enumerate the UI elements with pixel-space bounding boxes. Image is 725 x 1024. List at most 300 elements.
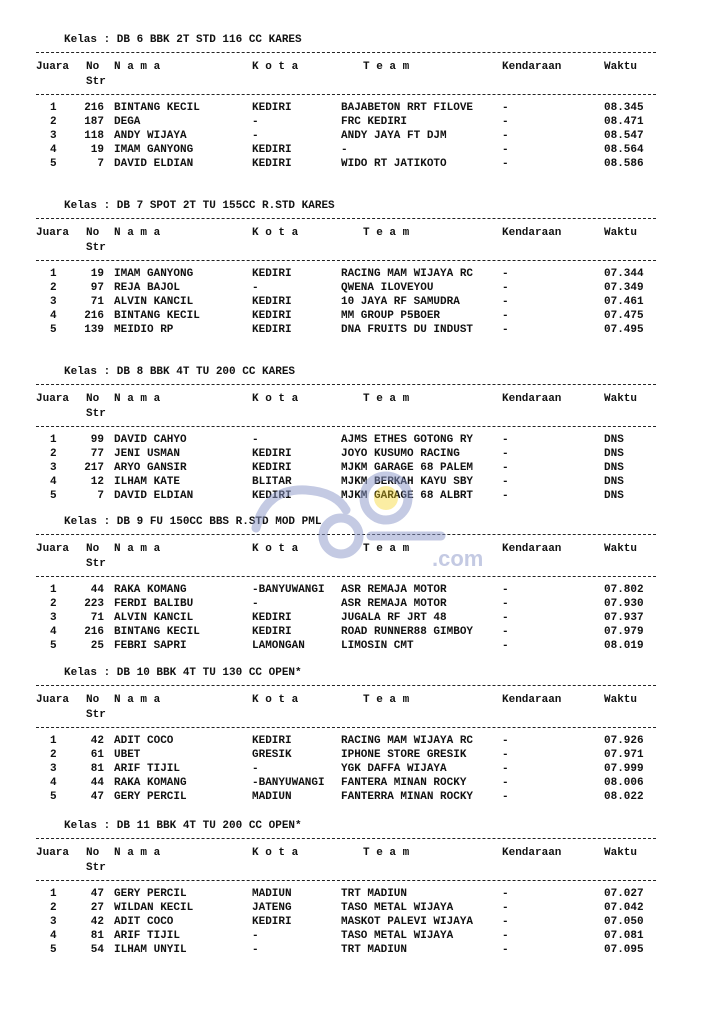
cell-nama: IMAM GANYONG (114, 144, 194, 156)
cell-team: WIDO RT JATIKOTO (341, 158, 447, 170)
cell-kota: -BANYUWANGI (252, 584, 325, 596)
table-row (36, 930, 666, 944)
table-row (36, 268, 666, 282)
cell-nama: ARIF TIJIL (114, 930, 181, 942)
cell-no: 187 (84, 116, 104, 128)
cell-kendaraan: - (502, 116, 509, 128)
header-str: Str (86, 558, 106, 570)
header-str: Str (86, 862, 106, 874)
header-no: No (86, 61, 100, 73)
header-kendaraan: Kendaraan (502, 393, 562, 405)
cell-juara: 3 (50, 462, 57, 474)
header-juara: Juara (36, 543, 70, 555)
table-row (36, 598, 666, 612)
cell-kendaraan: - (502, 310, 509, 322)
cell-kendaraan: - (502, 930, 509, 942)
cell-juara: 4 (50, 144, 57, 156)
header-kendaraan: Kendaraan (502, 694, 562, 706)
header-juara: Juara (36, 393, 70, 405)
cell-kota: KEDIRI (252, 102, 292, 114)
cell-no: 19 (90, 268, 104, 280)
header-waktu: Waktu (604, 543, 638, 555)
svg-text:.com: .com (432, 546, 484, 571)
cell-nama: GERY PERCIL (114, 791, 187, 803)
cell-nama: ADIT COCO (114, 735, 174, 747)
cell-kota: KEDIRI (252, 448, 292, 460)
cell-nama: BINTANG KECIL (114, 102, 200, 114)
cell-juara: 4 (50, 930, 57, 942)
divider (36, 384, 656, 385)
divider (36, 685, 656, 686)
header-waktu: Waktu (604, 227, 638, 239)
cell-juara: 2 (50, 749, 57, 761)
cell-team: - (341, 144, 348, 156)
table-row (36, 749, 666, 763)
cell-no: 223 (84, 598, 104, 610)
header-nama: N a m a (114, 227, 161, 239)
divider (36, 727, 656, 728)
cell-juara: 3 (50, 916, 57, 928)
cell-waktu: 07.344 (604, 268, 644, 280)
cell-no: 19 (90, 144, 104, 156)
cell-team: FANTERRA MINAN ROCKY (341, 791, 474, 803)
cell-kota: MADIUN (252, 888, 292, 900)
cell-waktu: 07.461 (604, 296, 644, 308)
cell-team: FANTERA MINAN ROCKY (341, 777, 467, 789)
table-row (36, 324, 666, 338)
cell-team: ANDY JAYA FT DJM (341, 130, 447, 142)
cell-kota: KEDIRI (252, 268, 292, 280)
cell-team: BAJABETON RRT FILOVE (341, 102, 474, 114)
cell-team: TRT MADIUN (341, 888, 408, 900)
cell-kota: - (252, 130, 259, 142)
cell-juara: 5 (50, 158, 57, 170)
cell-team: MM GROUP P5BOER (341, 310, 441, 322)
cell-juara: 2 (50, 902, 57, 914)
cell-team: IPHONE STORE GRESIK (341, 749, 467, 761)
cell-juara: 1 (50, 584, 57, 596)
cell-nama: BINTANG KECIL (114, 626, 200, 638)
cell-waktu: 07.802 (604, 584, 644, 596)
table-row (36, 626, 666, 640)
cell-nama: ILHAM UNYIL (114, 944, 187, 956)
cell-no: 71 (90, 612, 104, 624)
cell-waktu: 07.937 (604, 612, 644, 624)
cell-waktu: 07.999 (604, 763, 644, 775)
header-kota: K o t a (252, 543, 299, 555)
cell-juara: 1 (50, 735, 57, 747)
cell-kendaraan: - (502, 791, 509, 803)
table-row (36, 490, 666, 504)
cell-kota: KEDIRI (252, 144, 292, 156)
table-row (36, 462, 666, 476)
cell-kota: - (252, 598, 259, 610)
cell-waktu: 07.495 (604, 324, 644, 336)
cell-waktu: DNS (604, 448, 624, 460)
cell-kota: - (252, 116, 259, 128)
cell-waktu: 07.475 (604, 310, 644, 322)
cell-nama: RAKA KOMANG (114, 584, 187, 596)
divider (36, 534, 656, 535)
cell-juara: 4 (50, 476, 57, 488)
header-nama: N a m a (114, 393, 161, 405)
cell-kota: KEDIRI (252, 735, 292, 747)
cell-juara: 1 (50, 102, 57, 114)
cell-nama: FEBRI SAPRI (114, 640, 187, 652)
cell-kendaraan: - (502, 268, 509, 280)
cell-nama: WILDAN KECIL (114, 902, 194, 914)
cell-no: 216 (84, 310, 104, 322)
table-row (36, 310, 666, 324)
header-kota: K o t a (252, 227, 299, 239)
cell-kota: KEDIRI (252, 296, 292, 308)
table-row (36, 612, 666, 626)
cell-no: 118 (84, 130, 104, 142)
cell-nama: UBET (114, 749, 141, 761)
class-title: Kelas : DB 10 BBK 4T TU 130 CC OPEN* (64, 667, 302, 679)
cell-kendaraan: - (502, 462, 509, 474)
table-row (36, 448, 666, 462)
cell-kendaraan: - (502, 640, 509, 652)
cell-team: YGK DAFFA WIJAYA (341, 763, 447, 775)
cell-no: 7 (97, 490, 104, 502)
cell-team: AJMS ETHES GOTONG RY (341, 434, 474, 446)
cell-nama: ALVIN KANCIL (114, 612, 194, 624)
cell-team: LIMOSIN CMT (341, 640, 414, 652)
divider (36, 260, 656, 261)
cell-nama: ARIF TIJIL (114, 763, 181, 775)
table-row (36, 584, 666, 598)
class-title: Kelas : DB 7 SPOT 2T TU 155CC R.STD KARES (64, 200, 335, 212)
cell-no: 47 (90, 791, 104, 803)
cell-no: 77 (90, 448, 104, 460)
table-row (36, 116, 666, 130)
divider (36, 426, 656, 427)
cell-no: 217 (84, 462, 104, 474)
header-str: Str (86, 408, 106, 420)
cell-nama: DEGA (114, 116, 141, 128)
table-row (36, 735, 666, 749)
header-no: No (86, 694, 100, 706)
cell-waktu: 08.564 (604, 144, 644, 156)
cell-juara: 5 (50, 490, 57, 502)
divider (36, 880, 656, 881)
cell-no: 81 (90, 763, 104, 775)
cell-team: TASO METAL WIJAYA (341, 902, 454, 914)
cell-kota: -BANYUWANGI (252, 777, 325, 789)
divider (36, 576, 656, 577)
cell-team: ASR REMAJA MOTOR (341, 584, 447, 596)
cell-kendaraan: - (502, 584, 509, 596)
cell-no: 81 (90, 930, 104, 942)
table-row (36, 944, 666, 958)
header-juara: Juara (36, 847, 70, 859)
cell-nama: BINTANG KECIL (114, 310, 200, 322)
cell-kendaraan: - (502, 324, 509, 336)
cell-waktu: 07.081 (604, 930, 644, 942)
cell-waktu: 08.471 (604, 116, 644, 128)
table-row (36, 144, 666, 158)
cell-kendaraan: - (502, 749, 509, 761)
cell-kendaraan: - (502, 888, 509, 900)
cell-juara: 2 (50, 282, 57, 294)
cell-kota: GRESIK (252, 749, 292, 761)
cell-waktu: 07.926 (604, 735, 644, 747)
table-row (36, 130, 666, 144)
cell-juara: 4 (50, 777, 57, 789)
cell-waktu: 08.345 (604, 102, 644, 114)
cell-team: RACING MAM WIJAYA RC (341, 268, 474, 280)
cell-team: MJKM BERKAH KAYU SBY (341, 476, 474, 488)
cell-waktu: DNS (604, 476, 624, 488)
cell-team: MASKOT PALEVI WIJAYA (341, 916, 474, 928)
cell-juara: 5 (50, 944, 57, 956)
header-waktu: Waktu (604, 694, 638, 706)
cell-kota: KEDIRI (252, 916, 292, 928)
cell-juara: 1 (50, 888, 57, 900)
cell-no: 61 (90, 749, 104, 761)
divider (36, 94, 656, 95)
cell-team: TRT MADIUN (341, 944, 408, 956)
cell-kota: - (252, 282, 259, 294)
cell-nama: MEIDIO RP (114, 324, 174, 336)
cell-kendaraan: - (502, 916, 509, 928)
cell-no: 71 (90, 296, 104, 308)
cell-no: 54 (90, 944, 104, 956)
cell-kota: - (252, 434, 259, 446)
header-str: Str (86, 242, 106, 254)
cell-juara: 1 (50, 268, 57, 280)
cell-waktu: DNS (604, 462, 624, 474)
cell-no: 7 (97, 158, 104, 170)
cell-juara: 5 (50, 324, 57, 336)
cell-team: DNA FRUITS DU INDUST (341, 324, 474, 336)
cell-kendaraan: - (502, 763, 509, 775)
cell-team: ASR REMAJA MOTOR (341, 598, 447, 610)
header-kendaraan: Kendaraan (502, 847, 562, 859)
cell-kota: - (252, 944, 259, 956)
cell-juara: 3 (50, 612, 57, 624)
cell-team: MJKM GARAGE 68 PALEM (341, 462, 474, 474)
header-waktu: Waktu (604, 847, 638, 859)
cell-juara: 4 (50, 626, 57, 638)
table-row (36, 640, 666, 654)
cell-no: 139 (84, 324, 104, 336)
header-team: T e a m (363, 847, 410, 859)
cell-kota: KEDIRI (252, 324, 292, 336)
cell-kendaraan: - (502, 158, 509, 170)
cell-kendaraan: - (502, 102, 509, 114)
cell-kendaraan: - (502, 144, 509, 156)
cell-waktu: 07.027 (604, 888, 644, 900)
cell-waktu: 07.930 (604, 598, 644, 610)
table-row (36, 916, 666, 930)
cell-no: 44 (90, 584, 104, 596)
header-str: Str (86, 76, 106, 88)
cell-juara: 2 (50, 448, 57, 460)
cell-team: MJKM GARAGE 68 ALBRT (341, 490, 474, 502)
header-no: No (86, 393, 100, 405)
cell-team: QWENA ILOVEYOU (341, 282, 434, 294)
cell-nama: ARYO GANSIR (114, 462, 187, 474)
header-team: T e a m (363, 227, 410, 239)
class-title: Kelas : DB 8 BBK 4T TU 200 CC KARES (64, 366, 296, 378)
cell-waktu: 08.586 (604, 158, 644, 170)
cell-team: JUGALA RF JRT 48 (341, 612, 447, 624)
header-waktu: Waktu (604, 61, 638, 73)
cell-no: 44 (90, 777, 104, 789)
cell-nama: ALVIN KANCIL (114, 296, 194, 308)
cell-no: 47 (90, 888, 104, 900)
divider (36, 52, 656, 53)
divider (36, 218, 656, 219)
table-row (36, 888, 666, 902)
cell-waktu: 08.547 (604, 130, 644, 142)
cell-juara: 3 (50, 130, 57, 142)
header-kendaraan: Kendaraan (502, 61, 562, 73)
cell-kota: KEDIRI (252, 158, 292, 170)
cell-kota: BLITAR (252, 476, 292, 488)
cell-nama: DAVID ELDIAN (114, 490, 194, 502)
cell-kendaraan: - (502, 448, 509, 460)
header-kota: K o t a (252, 61, 299, 73)
table-row (36, 763, 666, 777)
divider (36, 838, 656, 839)
header-no: No (86, 847, 100, 859)
cell-waktu: 07.042 (604, 902, 644, 914)
table-row (36, 902, 666, 916)
cell-nama: DAVID CAHYO (114, 434, 187, 446)
cell-juara: 3 (50, 763, 57, 775)
header-kendaraan: Kendaraan (502, 543, 562, 555)
cell-waktu: 07.979 (604, 626, 644, 638)
header-nama: N a m a (114, 847, 161, 859)
cell-team: RACING MAM WIJAYA RC (341, 735, 474, 747)
cell-kendaraan: - (502, 777, 509, 789)
table-row (36, 434, 666, 448)
cell-kota: - (252, 930, 259, 942)
cell-team: JOYO KUSUMO RACING (341, 448, 460, 460)
cell-no: 216 (84, 626, 104, 638)
table-row (36, 158, 666, 172)
header-team: T e a m (363, 393, 410, 405)
header-str: Str (86, 709, 106, 721)
cell-kendaraan: - (502, 902, 509, 914)
cell-waktu: DNS (604, 490, 624, 502)
cell-kota: - (252, 763, 259, 775)
cell-juara: 1 (50, 434, 57, 446)
table-row (36, 476, 666, 490)
cell-no: 99 (90, 434, 104, 446)
cell-nama: DAVID ELDIAN (114, 158, 194, 170)
cell-waktu: DNS (604, 434, 624, 446)
cell-no: 216 (84, 102, 104, 114)
cell-kendaraan: - (502, 282, 509, 294)
cell-team: TASO METAL WIJAYA (341, 930, 454, 942)
cell-kendaraan: - (502, 612, 509, 624)
cell-no: 12 (90, 476, 104, 488)
header-kota: K o t a (252, 847, 299, 859)
cell-team: 10 JAYA RF SAMUDRA (341, 296, 460, 308)
table-row (36, 777, 666, 791)
header-nama: N a m a (114, 61, 161, 73)
header-team: T e a m (363, 694, 410, 706)
header-team: T e a m (363, 543, 410, 555)
cell-no: 97 (90, 282, 104, 294)
cell-kota: KEDIRI (252, 612, 292, 624)
header-juara: Juara (36, 227, 70, 239)
cell-kota: KEDIRI (252, 490, 292, 502)
class-title: Kelas : DB 6 BBK 2T STD 116 CC KARES (64, 34, 302, 46)
header-kota: K o t a (252, 694, 299, 706)
header-waktu: Waktu (604, 393, 638, 405)
cell-no: 27 (90, 902, 104, 914)
header-juara: Juara (36, 61, 70, 73)
cell-kendaraan: - (502, 490, 509, 502)
cell-kendaraan: - (502, 476, 509, 488)
header-kota: K o t a (252, 393, 299, 405)
cell-kendaraan: - (502, 296, 509, 308)
class-title: Kelas : DB 9 FU 150CC BBS R.STD MOD PML (64, 516, 322, 528)
cell-kota: KEDIRI (252, 462, 292, 474)
header-team: T e a m (363, 61, 410, 73)
header-kendaraan: Kendaraan (502, 227, 562, 239)
cell-waktu: 07.095 (604, 944, 644, 956)
cell-no: 42 (90, 735, 104, 747)
cell-kendaraan: - (502, 944, 509, 956)
cell-nama: FERDI BALIBU (114, 598, 194, 610)
cell-no: 42 (90, 916, 104, 928)
cell-kendaraan: - (502, 434, 509, 446)
table-row (36, 791, 666, 805)
cell-kendaraan: - (502, 130, 509, 142)
header-juara: Juara (36, 694, 70, 706)
cell-waktu: 08.006 (604, 777, 644, 789)
cell-waktu: 07.050 (604, 916, 644, 928)
table-row (36, 102, 666, 116)
cell-kota: KEDIRI (252, 310, 292, 322)
cell-nama: GERY PERCIL (114, 888, 187, 900)
cell-waktu: 07.971 (604, 749, 644, 761)
header-nama: N a m a (114, 694, 161, 706)
table-row (36, 296, 666, 310)
cell-nama: ADIT COCO (114, 916, 174, 928)
cell-kota: JATENG (252, 902, 292, 914)
cell-waktu: 08.022 (604, 791, 644, 803)
cell-kendaraan: - (502, 735, 509, 747)
cell-waktu: 07.349 (604, 282, 644, 294)
cell-nama: ILHAM KATE (114, 476, 181, 488)
header-no: No (86, 543, 100, 555)
cell-juara: 3 (50, 296, 57, 308)
table-row (36, 282, 666, 296)
cell-team: FRC KEDIRI (341, 116, 408, 128)
cell-kendaraan: - (502, 626, 509, 638)
cell-nama: REJA BAJOL (114, 282, 181, 294)
cell-kota: LAMONGAN (252, 640, 305, 652)
cell-kota: MADIUN (252, 791, 292, 803)
cell-juara: 5 (50, 791, 57, 803)
cell-nama: JENI USMAN (114, 448, 181, 460)
cell-waktu: 08.019 (604, 640, 644, 652)
cell-juara: 5 (50, 640, 57, 652)
header-nama: N a m a (114, 543, 161, 555)
cell-nama: IMAM GANYONG (114, 268, 194, 280)
cell-juara: 2 (50, 598, 57, 610)
cell-team: ROAD RUNNER88 GIMBOY (341, 626, 474, 638)
class-title: Kelas : DB 11 BBK 4T TU 200 CC OPEN* (64, 820, 302, 832)
cell-kota: KEDIRI (252, 626, 292, 638)
